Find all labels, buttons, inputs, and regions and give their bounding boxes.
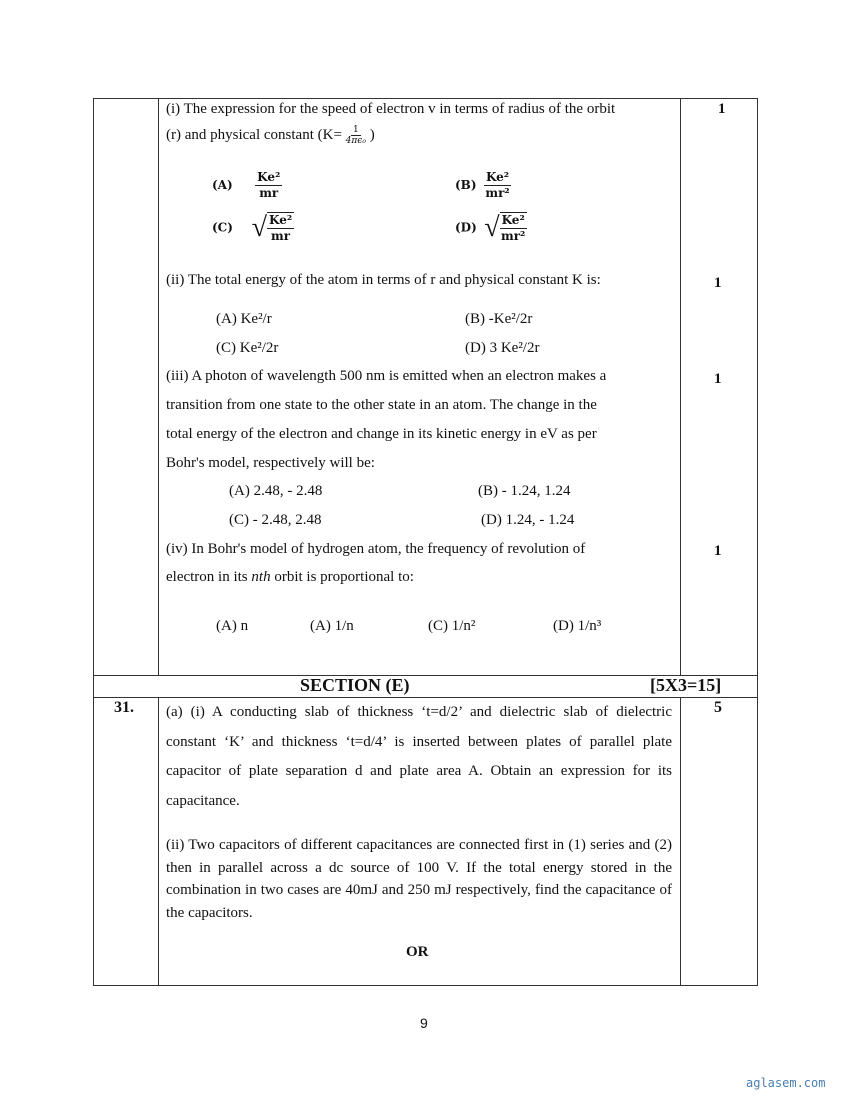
option: (B) -Ke²/2r <box>465 311 533 327</box>
num: Ke² <box>501 213 525 227</box>
marks: 1 <box>714 275 722 291</box>
q-iii-line: (iii) A photon of wavelength 500 nm is emitted when an electron makes a <box>166 368 607 384</box>
q-i-text: (i) The expression for the speed of electron v in terms of radius of the orbit <box>166 101 616 117</box>
k-fraction <box>346 125 366 146</box>
text: orbit is proportional to: <box>270 569 414 585</box>
option-d <box>455 212 527 244</box>
table-border-right <box>757 98 758 986</box>
q-i-close: ) <box>369 126 375 143</box>
marks: 1 <box>714 543 722 559</box>
q-iii-line: transition from one state to the other state in an atom. The change in the <box>166 397 597 413</box>
q31-a-ii: (ii) Two capacitors of different capacitances are connected first in (1) series and (2) then in parallel across a dc source of 100 V. If the total energy stored in the combination in two cases are 40mJ and 250 mJ respectively, find the capacitance of the capacitors. <box>166 837 672 921</box>
option-label: (A) <box>212 177 233 192</box>
fraction <box>255 170 282 201</box>
q-i-text-2: (r) and physical constant (K= <box>166 126 342 143</box>
table-border-bottom <box>93 985 758 986</box>
k-num: 1 <box>352 125 359 135</box>
option: (C) Ke²/2r <box>216 340 279 356</box>
column-divider <box>158 98 159 675</box>
option: (A) 2.48, - 2.48 <box>229 483 323 499</box>
fraction <box>484 170 511 201</box>
option-label: (D) <box>455 220 477 235</box>
option: (C) 1/n² <box>428 618 476 634</box>
q-iv-line <box>166 569 414 586</box>
text: electron in its <box>166 569 252 585</box>
fraction <box>500 212 527 244</box>
option: (B) - 1.24, 1.24 <box>478 483 571 499</box>
den: mr <box>259 186 279 200</box>
q-i-text <box>166 125 375 146</box>
option: (A) Ke²/r <box>216 311 272 327</box>
option: (D) 1.24, - 1.24 <box>481 512 575 528</box>
den: mr <box>271 229 291 243</box>
marks: 1 <box>718 101 726 117</box>
marks: 5 <box>714 699 722 716</box>
num: Ke² <box>257 170 281 184</box>
q31-a-i: (a) (i) A conducting slab of thickness ‘t=d/2’ and dielectric slab of dielectric constant ‘K’ and thickness ‘t=d/4’ is inserted between plates of parallel plate capacitor of plate separation d and plate area A. Obtain an expression for its capacitance. <box>166 704 672 809</box>
section-marks: [5X3=15] <box>650 675 722 695</box>
option: (A) 1/n <box>310 618 354 634</box>
or-label: OR <box>406 944 429 960</box>
table-border-top <box>93 98 758 99</box>
option-a <box>212 170 282 201</box>
option-label: (B) <box>455 177 477 192</box>
sqrt-icon: √ <box>251 212 268 243</box>
text-italic: nth <box>251 569 271 585</box>
column-divider <box>158 697 159 986</box>
column-divider <box>680 98 681 675</box>
watermark: aglasem.com <box>746 1076 826 1090</box>
section-title: SECTION (E) <box>300 675 410 695</box>
option: (D) 1/n³ <box>553 618 602 634</box>
q-iv-line: (iv) In Bohr's model of hydrogen atom, the frequency of revolution of <box>166 541 586 557</box>
q-iii-line: total energy of the electron and change in its kinetic energy in eV as per <box>166 426 597 442</box>
sqrt-icon: √ <box>484 212 500 243</box>
option: (A) n <box>216 618 249 634</box>
marks: 1 <box>714 371 722 387</box>
question-number: 31. <box>114 699 134 716</box>
column-divider <box>680 697 681 986</box>
k-den: 4πϵ₀ <box>345 136 366 146</box>
q-ii-text: (ii) The total energy of the atom in terms of r and physical constant K is: <box>166 272 601 288</box>
num: Ke² <box>486 170 510 184</box>
num: Ke² <box>269 213 293 227</box>
den: mr² <box>485 186 510 200</box>
table-border-left <box>93 98 94 986</box>
option-c <box>212 212 294 244</box>
option-b <box>455 170 511 201</box>
page-number: 9 <box>420 1015 428 1031</box>
den: mr² <box>501 229 526 243</box>
fraction <box>267 212 294 244</box>
q-iii-line: Bohr's model, respectively will be: <box>166 455 375 471</box>
option-label: (C) <box>212 220 233 235</box>
option: (C) - 2.48, 2.48 <box>229 512 322 528</box>
option: (D) 3 Ke²/2r <box>465 340 540 356</box>
